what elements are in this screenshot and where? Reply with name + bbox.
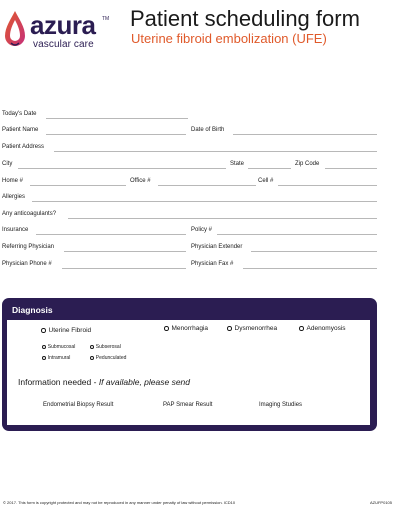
field-label: Any anticoagulants?: [2, 211, 57, 217]
study-imaging: Imaging Studies: [259, 402, 303, 408]
field-label: Patient Address: [2, 144, 45, 150]
field-line: [248, 168, 291, 169]
option-label: Intramural: [47, 355, 71, 362]
option-intramural[interactable]: [42, 356, 70, 361]
option-submucosal[interactable]: [42, 345, 75, 350]
field-label: Today's Date: [2, 111, 37, 117]
field-label: Patient Name: [2, 127, 39, 133]
option-subserosal[interactable]: [90, 345, 121, 350]
field-label: Physician Fax #: [191, 261, 234, 267]
field-physician-extender[interactable]: [191, 240, 377, 252]
option-uterine-fibroid[interactable]: [41, 328, 91, 335]
option-label: Adenomyosis: [306, 325, 346, 332]
field-cell-phone[interactable]: [258, 174, 377, 186]
field-date-of-birth[interactable]: [191, 123, 377, 135]
field-todays-date[interactable]: [2, 107, 188, 119]
field-line: [233, 134, 377, 135]
brand-tagline: vascular care: [33, 39, 94, 50]
form-code: AZUFP0105: [369, 500, 392, 505]
field-patient-name[interactable]: [2, 123, 186, 135]
field-label: City: [2, 161, 13, 167]
field-label: Insurance: [2, 227, 29, 233]
radio-circle-icon[interactable]: [90, 345, 94, 349]
option-label: Submucosal: [47, 344, 76, 351]
field-line: [54, 151, 377, 152]
field-label: Physician Phone #: [2, 261, 52, 267]
field-label: Office #: [130, 178, 151, 184]
field-line: [18, 168, 226, 169]
radio-circle-icon[interactable]: [299, 326, 304, 331]
field-line: [217, 234, 377, 235]
field-referring-physician[interactable]: [2, 240, 186, 252]
field-line: [46, 134, 186, 135]
radio-circle-icon[interactable]: [164, 326, 169, 331]
radio-circle-icon[interactable]: [227, 326, 232, 331]
field-line: [243, 268, 377, 269]
brand-logo: [4, 9, 122, 57]
diagnosis-panel: [7, 320, 370, 425]
field-line: [46, 118, 188, 119]
field-policy[interactable]: [191, 223, 377, 235]
brand-name: azura: [30, 10, 96, 40]
diagnosis-title: Diagnosis: [12, 305, 53, 315]
information-needed-heading: [18, 378, 190, 387]
field-city[interactable]: [2, 157, 226, 169]
field-label: Physician Extender: [191, 244, 243, 250]
field-physician-fax[interactable]: [191, 257, 377, 269]
study-pap-smear: PAP Smear Result: [163, 402, 213, 408]
form-title: Patient scheduling form: [130, 6, 360, 31]
option-label: Dysmenorrhea: [234, 325, 278, 332]
field-anticoagulants[interactable]: [2, 207, 377, 219]
radio-circle-icon[interactable]: [90, 356, 94, 360]
info-needed-text: Information needed -: [18, 377, 99, 387]
field-line: [158, 185, 256, 186]
field-physician-phone[interactable]: [2, 257, 186, 269]
radio-circle-icon[interactable]: [42, 345, 46, 349]
option-adenomyosis[interactable]: [299, 326, 346, 333]
field-line: [62, 268, 186, 269]
field-line: [64, 251, 186, 252]
option-label: Uterine Fibroid: [48, 327, 92, 334]
field-line: [36, 234, 186, 235]
field-line: [68, 218, 377, 219]
azura-drop-icon: [4, 9, 26, 49]
option-menorrhagia[interactable]: [164, 326, 208, 333]
field-label: Policy #: [191, 227, 213, 233]
option-label: Subserosal: [95, 344, 121, 351]
radio-circle-icon[interactable]: [42, 356, 46, 360]
field-line: [325, 168, 377, 169]
field-label: Home #: [2, 178, 24, 184]
copyright-notice: © 2017. This form is copyright protected and may not be reproduced in any manner under penalty of law without permission. ICD10: [3, 500, 236, 505]
option-label: Menorrhagia: [171, 325, 208, 332]
trademark-mark: TM: [102, 16, 110, 22]
field-label: Date of Birth: [191, 127, 225, 133]
option-dysmenorrhea[interactable]: [227, 326, 277, 333]
field-label: Cell #: [258, 178, 274, 184]
field-line: [278, 185, 377, 186]
diagnosis-section: [2, 298, 377, 431]
field-label: Zip Code: [295, 161, 320, 167]
field-line: [30, 185, 126, 186]
field-zip-code[interactable]: [295, 157, 377, 169]
field-home-phone[interactable]: [2, 174, 126, 186]
field-patient-address[interactable]: [2, 140, 377, 152]
field-label: State: [230, 161, 245, 167]
option-label: Pedunculated: [95, 355, 127, 362]
study-endometrial-biopsy: Endometrial Biopsy Result: [43, 402, 114, 408]
field-state[interactable]: [230, 157, 291, 169]
form-subtitle: Uterine fibroid embolization (UFE): [131, 31, 327, 46]
info-needed-note: If available, please send: [98, 377, 191, 387]
field-insurance[interactable]: [2, 223, 186, 235]
field-allergies[interactable]: [2, 190, 377, 202]
option-pedunculated[interactable]: [90, 356, 126, 361]
field-line: [32, 201, 377, 202]
radio-circle-icon[interactable]: [41, 328, 46, 333]
field-label: Allergies: [2, 194, 26, 200]
field-label: Referring Physician: [2, 244, 55, 250]
field-office-phone[interactable]: [130, 174, 256, 186]
field-line: [251, 251, 377, 252]
